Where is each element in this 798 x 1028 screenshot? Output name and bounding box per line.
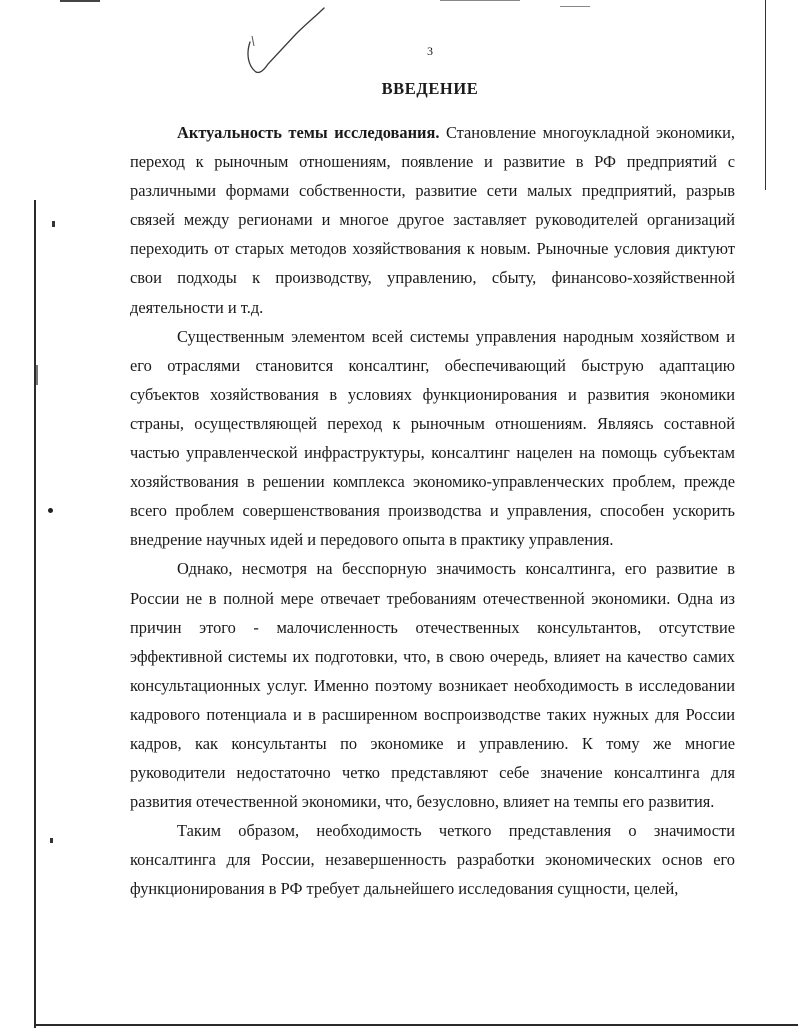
paragraph-relevance <box>130 118 735 322</box>
left-border-line <box>34 200 36 1028</box>
top-scan-line <box>60 0 100 2</box>
body-text <box>130 118 735 904</box>
paragraph-thus: Таким образом, необходимость четкого представления о значимости консалтинга для России, незавершенность разработки экономических основ его функционирования в РФ требует дальнейшего исследования сущности, целей, <box>130 821 735 899</box>
paragraph-however: Однако, несмотря на бесспорную значимость консалтинга, его развитие в России не в полной мере отвечает требованиям отечественной экономики. Одна из причин этого - малочисленность отечественных консультантов, отсутствие эффективной системы их подготовки, что, в свою очередь, влияет на качество самих консультационных услуг. Именно поэтому возникает необходимость в исследовании кадрового потенциала и в расширенном воспроизводстве таких нужных для России кадров, как консультанты по экономике и управлению. К тому же многие руководители недостаточно четко представляют себе значение консалтинга для развития отечественной экономики, что, безусловно, влияет на темпы его развития. <box>130 559 735 812</box>
scan-speck <box>48 508 53 513</box>
paragraph-consulting-element: Существенным элементом всей системы управления народным хозяйством и его отраслями становится консалтинг, обеспечивающий быструю адаптацию субъектов хозяйствования в условиях функционирования и развития экономики страны, осуществляющей переход к рыночным отношениям. Являясь составной частью управленческой инфраструктуры, консалтинг нацелен на помощь субъектам хозяйствования в решении комплекса экономико-управленческих проблем, прежде всего проблем совершенствования производства и управления, способен ускорить внедрение научных идей и передового опыта в практику управления. <box>130 326 735 550</box>
page-number: 3 <box>427 44 433 58</box>
scan-speck <box>52 221 55 227</box>
paragraph-lead: Актуальность темы исследования. <box>177 123 440 142</box>
page-title: ВВЕДЕНИЕ <box>381 79 479 98</box>
top-scan-line <box>560 6 590 7</box>
scan-speck <box>50 838 53 843</box>
scan-speck <box>36 365 38 385</box>
bottom-border-line <box>34 1024 798 1026</box>
right-border-line <box>765 0 766 190</box>
top-scan-line <box>440 0 520 1</box>
handwritten-check-mark <box>236 6 336 76</box>
paragraph-text: Становление многоукладной экономики, переход к рыночным отношениям, появление и развитие в РФ предприятий с различными формами собственности, развитие сети малых предприятий, разрыв связей между регионами и многое другое заставляет руководителей организаций переходить от старых методов хозяйствования к новым. Рыночные условия диктуют свои подходы к производству, управлению, сбыту, финансово-хозяйственной деятельности и т.д. <box>130 123 735 317</box>
